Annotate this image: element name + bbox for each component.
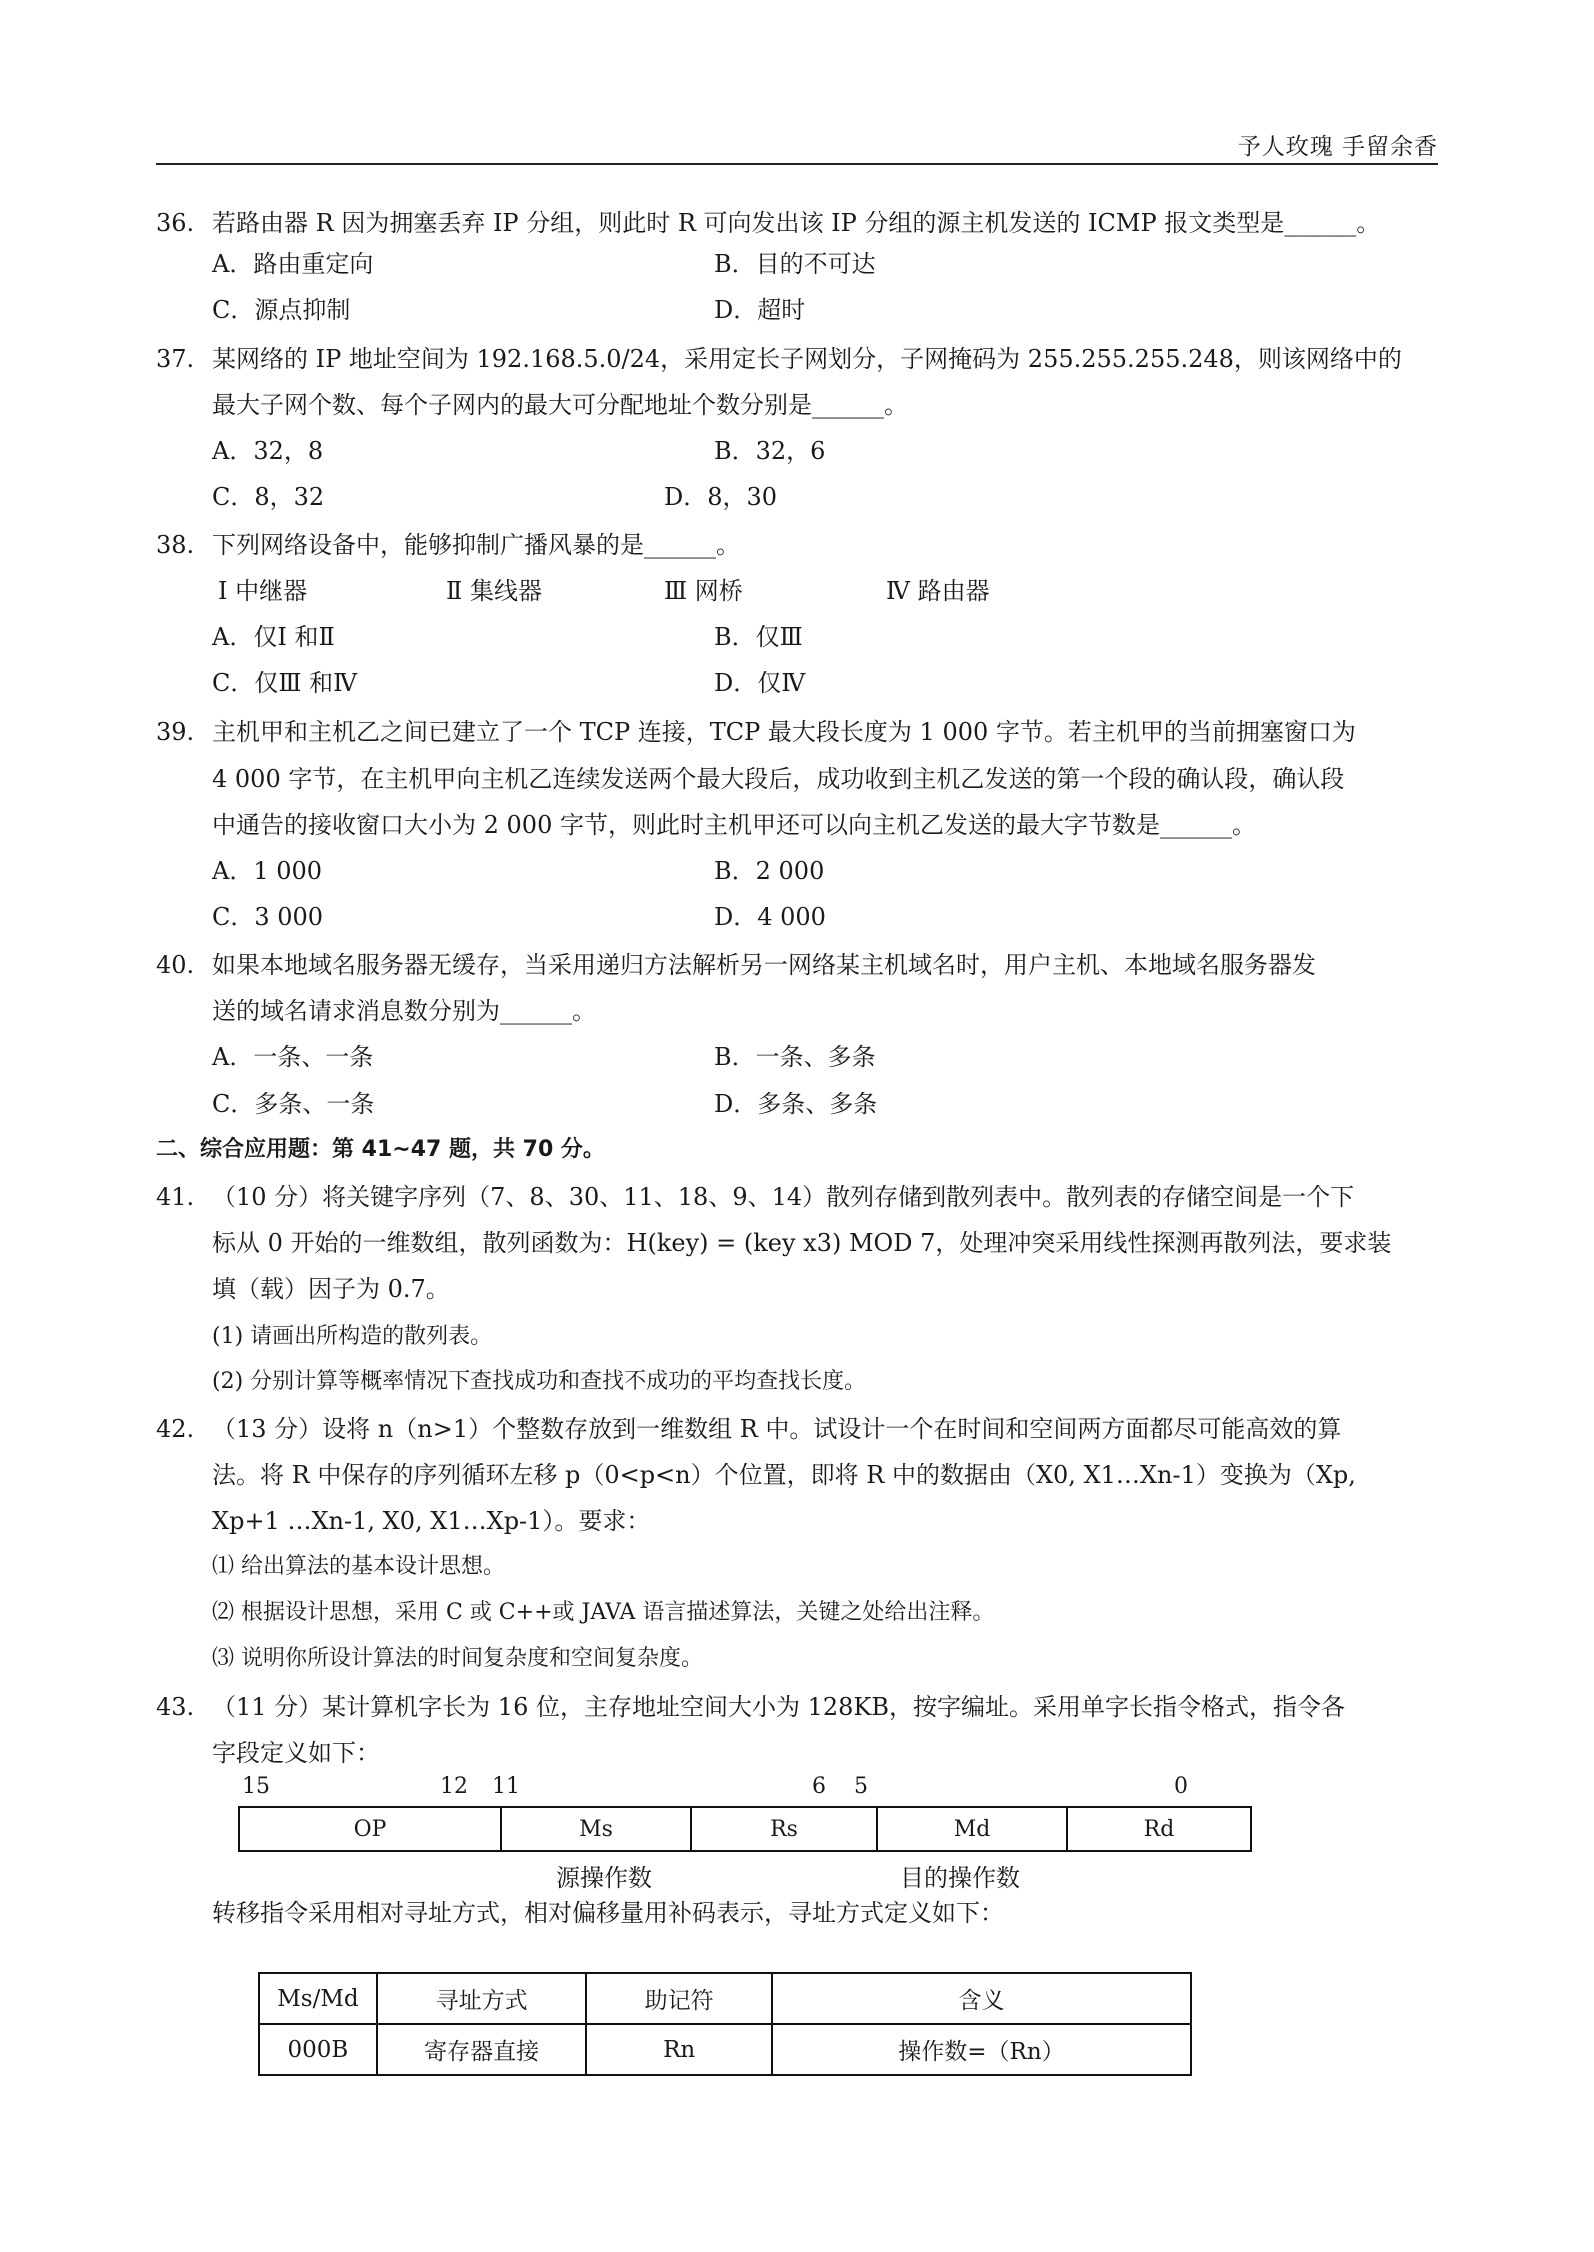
addressing-mode-table: [258, 1972, 1192, 2076]
question-42-number: 42.: [156, 1415, 195, 1443]
question-37-number: 37.: [156, 345, 195, 373]
question-36-option-b: B．目的不可达: [714, 250, 876, 278]
table-cell: 寄存器直接: [377, 2024, 586, 2075]
bit-label-12: 12: [440, 1774, 468, 1799]
question-38-number: 38.: [156, 531, 195, 559]
question-40-option-b: B．一条、多条: [714, 1043, 876, 1071]
question-42-line-1: （13 分）设将 n（n>1）个整数存放到一维数组 R 中。试设计一个在时间和空间两方面都尽可能高效的算: [212, 1415, 1342, 1443]
field-md: Md: [878, 1808, 1068, 1850]
question-37-option-c: C．8，32: [212, 483, 325, 511]
question-36-text: 若路由器 R 因为拥塞丢弃 IP 分组，则此时 R 可向发出该 IP 分组的源主机发送的 ICMP 报文类型是______。: [212, 209, 1381, 237]
question-37-line-1: 某网络的 IP 地址空间为 192.168.5.0/24，采用定长子网划分，子网掩码为 255.255.255.248，则该网络中的: [212, 345, 1402, 373]
destination-operand-caption: 目的操作数: [900, 1864, 1020, 1892]
question-38-item-3: Ⅲ 网桥: [664, 577, 743, 605]
question-39-option-c: C．3 000: [212, 903, 324, 931]
table-cell: 000B: [259, 2024, 377, 2075]
question-38-option-a: A．仅Ⅰ 和Ⅱ: [212, 623, 335, 651]
question-42-sub-3: ⑶ 说明你所设计算法的时间复杂度和空间复杂度。: [212, 1646, 703, 1671]
question-38-option-d: D．仅Ⅳ: [714, 669, 806, 697]
question-40-number: 40.: [156, 951, 195, 979]
table-header-cell: 助记符: [586, 1973, 772, 2024]
question-39-line-1: 主机甲和主机乙之间已建立了一个 TCP 连接，TCP 最大段长度为 1 000 字节。若主机甲的当前拥塞窗口为: [212, 718, 1356, 746]
question-41-sub-1: (1) 请画出所构造的散列表。: [212, 1324, 493, 1349]
bit-label-6: 6: [812, 1774, 826, 1799]
question-43-after-text: 转移指令采用相对寻址方式，相对偏移量用补码表示，寻址方式定义如下：: [212, 1899, 1004, 1927]
question-39-line-3: 中通告的接收窗口大小为 2 000 字节，则此时主机甲还可以向主机乙发送的最大字节数是______。: [212, 811, 1256, 839]
question-37-option-b: B．32，6: [714, 437, 826, 465]
table-header-row: [259, 1973, 1191, 2024]
field-rd: Rd: [1143, 1816, 1175, 1842]
question-43-line-1: （11 分）某计算机字长为 16 位，主存地址空间大小为 128KB，按字编址。采用单字长指令格式，指令各: [212, 1693, 1345, 1721]
bit-label-5: 5: [854, 1774, 868, 1799]
question-36-option-c: C．源点抑制: [212, 296, 351, 324]
field-rs: Rs: [692, 1808, 878, 1850]
question-43-number: 43.: [156, 1693, 195, 1721]
table-row: [259, 2024, 1191, 2075]
question-41-sub-2: (2) 分别计算等概率情况下查找成功和查找不成功的平均查找长度。: [212, 1369, 867, 1394]
question-39-option-a: A．1 000: [212, 857, 323, 885]
question-38-text: 下列网络设备中，能够抑制广播风暴的是______。: [212, 531, 740, 559]
bit-label-11: 11: [492, 1774, 520, 1799]
question-41-number: 41.: [156, 1183, 195, 1211]
question-42-sub-2: ⑵ 根据设计思想，采用 C 或 C++或 JAVA 语言描述算法，关键之处给出注释。: [212, 1600, 995, 1625]
table-header-cell: Ms/Md: [259, 1973, 377, 2024]
question-41-line-1: （10 分）将关键字序列（7、8、30、11、18、9、14）散列存储到散列表中。散列表的存储空间是一个下: [212, 1183, 1355, 1211]
page-header-slogan: 予人玫瑰 手留余香: [1237, 134, 1438, 160]
question-42-line-2: 法。将 R 中保存的序列循环左移 p（0<p<n）个位置，即将 R 中的数据由（X0, X1…Xn-1）变换为（Xp,: [212, 1461, 1356, 1489]
question-43-line-2: 字段定义如下：: [212, 1739, 380, 1767]
question-40-option-c: C．多条、一条: [212, 1090, 375, 1118]
question-40-line-1: 如果本地域名服务器无缓存，当采用递归方法解析另一网络某主机域名时，用户主机、本地域名服务器发: [212, 951, 1316, 979]
question-40-option-a: A．一条、一条: [212, 1043, 374, 1071]
table-cell: 操作数=（Rn）: [772, 2024, 1191, 2075]
bit-label-0: 0: [1174, 1774, 1188, 1799]
table-cell: Rn: [586, 2024, 772, 2075]
table-header-cell: 含义: [772, 1973, 1191, 2024]
question-39-line-2: 4 000 字节，在主机甲向主机乙连续发送两个最大段后，成功收到主机乙发送的第一个段的确认段，确认段: [212, 765, 1345, 793]
header-rule: [156, 163, 1438, 165]
question-42-line-3: Xp+1 …Xn-1, X0, X1…Xp-1）。要求：: [212, 1507, 651, 1535]
question-36-option-d: D．超时: [714, 296, 806, 324]
question-37-option-a: A．32，8: [212, 437, 324, 465]
question-42-sub-1: ⑴ 给出算法的基本设计思想。: [212, 1554, 505, 1579]
question-37-option-d: D．8，30: [664, 483, 778, 511]
question-41-line-2: 标从 0 开始的一维数组，散列函数为：H(key) = (key x3) MOD 7，处理冲突采用线性探测再散列法，要求装: [212, 1229, 1392, 1257]
question-38-item-1: Ⅰ 中继器: [218, 577, 308, 605]
question-39-option-b: B．2 000: [714, 857, 825, 885]
field-op: OP: [240, 1808, 502, 1850]
question-38-item-2: Ⅱ 集线器: [446, 577, 542, 605]
question-37-line-2: 最大子网个数、每个子网内的最大可分配地址个数分别是______。: [212, 391, 908, 419]
question-39-number: 39.: [156, 718, 195, 746]
question-36-option-a: A．路由重定向: [212, 250, 374, 278]
question-38-option-c: C．仅Ⅲ 和Ⅳ: [212, 669, 358, 697]
question-36-number: 36.: [156, 209, 195, 237]
question-38-option-b: B．仅Ⅲ: [714, 623, 803, 651]
table-header-cell: 寻址方式: [377, 1973, 586, 2024]
question-39-option-d: D．4 000: [714, 903, 826, 931]
question-41-line-3: 填（载）因子为 0.7。: [212, 1275, 450, 1303]
section-2-title: 二、综合应用题：第 41~47 题，共 70 分。: [156, 1137, 605, 1162]
instruction-format-diagram: [238, 1806, 1252, 1852]
bit-label-15: 15: [242, 1774, 270, 1799]
question-40-line-2: 送的域名请求消息数分别为______。: [212, 997, 596, 1025]
question-40-option-d: D．多条、多条: [714, 1090, 878, 1118]
field-ms: Ms: [502, 1808, 692, 1850]
source-operand-caption: 源操作数: [556, 1864, 652, 1892]
question-38-item-4: Ⅳ 路由器: [886, 577, 990, 605]
